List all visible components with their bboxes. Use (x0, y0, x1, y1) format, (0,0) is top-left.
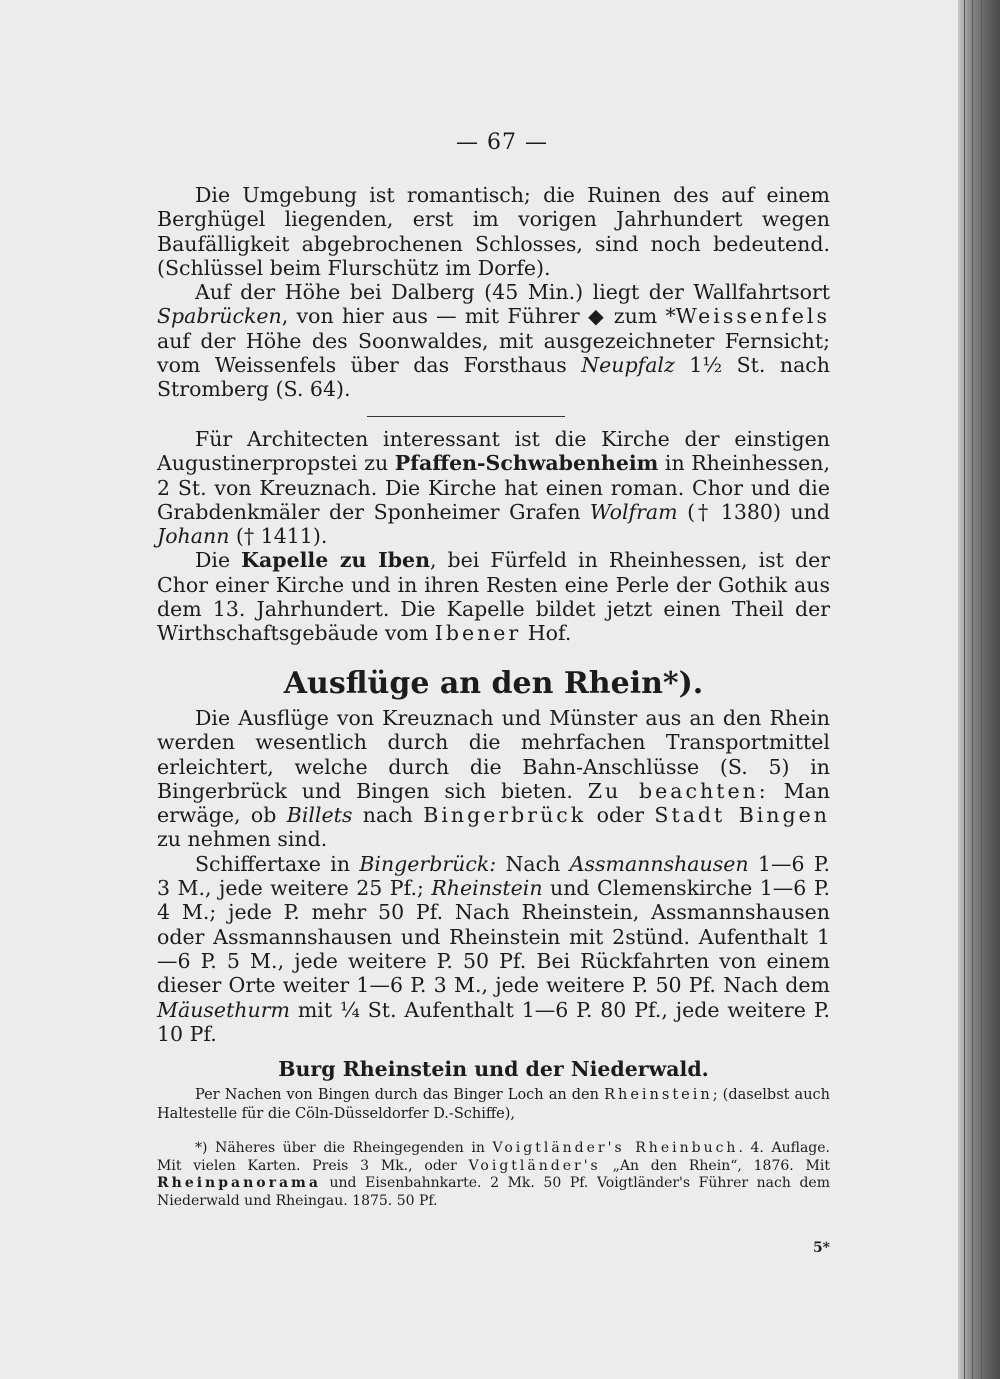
paragraph-7 (157, 1086, 830, 1123)
p5b: Zu beachten: (587, 778, 769, 803)
p5a: Die Ausflüge von Kreuznach und Münster aus an den Rhein werden wesentlich durch die mehrfachen Transportmittel erleichtert, welche durch die Bahn-Anschlüsse (S. 5) in Bingerbrück und Bingen sich bieten. (157, 706, 830, 803)
p3a: Für Architecten interessant ist die Kirche der einstigen Augustinerpropstei zu (157, 427, 830, 476)
fng: und Eisenbahnkarte. 2 Mk. 50 Pf. Voigtländer's Führer nach dem Niederwald und Rheingau. 1875. 50 Pf. (157, 1175, 830, 1209)
p7c: ; (daselbst auch Haltestelle für die Cöln-Düsseldorfer D.-Schiffe), (157, 1087, 830, 1122)
p6e: 1—6 P. 3 M., jede weitere 25 Pf.; (157, 851, 830, 901)
paragraph-1-text: Die Umgebung ist romantisch; die Ruinen des auf einem Berghügel liegenden, erst im vorigen Jahrhundert wegen Baufälligkeit abgebrochenen Schlosses, sind noch bedeutend. (Schlüssel beim Flurschütz im Dorfe). (157, 183, 830, 280)
p5h: Stadt Bingen (654, 803, 830, 828)
p2b: Spabrücken (157, 304, 282, 329)
fnd: Voigtländer's (468, 1157, 601, 1174)
p6c: Nach (496, 851, 570, 876)
p4e: Hof. (521, 621, 572, 646)
p6a: Schiffertaxe in (195, 851, 360, 876)
p2c: , von hier aus — mit Führer ◆ zum * (281, 304, 676, 329)
p3e: († 1380) und (677, 499, 830, 524)
p6f: Rheinstein (431, 876, 543, 901)
p3g: († 1411). (229, 524, 328, 549)
p7b: Rheinstein (604, 1087, 713, 1103)
p3b: Pfaffen-Schwabenheim (394, 451, 659, 476)
p5i: zu nehmen sind. (157, 827, 328, 852)
edge-line (972, 0, 973, 1379)
section-heading-rheinstein: Burg Rheinstein und der Niederwald. (278, 1057, 709, 1081)
edge-line (981, 0, 982, 1379)
p5f: Bingerbrück (423, 803, 587, 828)
p5c: Man erwäge, ob (157, 778, 830, 828)
paragraph-6 (157, 852, 830, 1046)
book-edge (958, 0, 1000, 1379)
paragraph-3 (157, 427, 830, 548)
paragraph-2 (157, 280, 830, 401)
fnf: Rheinpanorama (157, 1175, 321, 1192)
p5d: Billets (286, 803, 353, 828)
p5g: oder (586, 803, 655, 828)
fna: *) Näheres über die Rheingegenden in (195, 1140, 493, 1156)
p6g: und Clemenskirche 1—6 P. 4 M.; jede P. mehr 50 Pf. Nach Rheinstein, Assmannshausen oder Assmannshausen und Rheinstein mit 2stünd. Aufenthalt 1—6 P. 5 M., jede weitere P. 50 Pf. Bei Rückfahrten von einem dieser Orte weiter 1—6 P. 3 M., jede weitere P. 50 Pf. Nach dem (157, 876, 830, 998)
footnote-block (157, 1140, 830, 1210)
p3d: Wolfram (589, 499, 678, 524)
fnb: Voigtländer's Rheinbuch (492, 1140, 739, 1156)
paragraph-3-block (157, 427, 830, 646)
p6d: Assmannshausen (569, 851, 749, 876)
footnote (157, 1140, 830, 1210)
paragraph-4 (157, 548, 830, 645)
p3f: Johann (157, 524, 230, 549)
section-divider (367, 416, 565, 417)
p2f: Neupfalz (581, 353, 675, 378)
paragraph-1 (157, 183, 830, 402)
p7a: Per Nachen von Bingen durch das Binger Loch an den (195, 1087, 605, 1103)
paragraph-5 (157, 706, 830, 852)
p2g: 1½ St. nach Stromberg (S. 64). (157, 353, 830, 402)
p5e: nach (352, 803, 424, 828)
p4d: Ibener (434, 621, 522, 646)
paragraph-5-block (157, 706, 830, 1046)
page-number: — 67 — (456, 130, 548, 155)
p2e: auf der Höhe des Soonwaldes, mit ausgezeichneter Fernsicht; vom Weissenfels über das Forsthaus (157, 328, 830, 378)
p2a: Auf der Höhe bei Dalberg (45 Min.) liegt der Wallfahrtsort (195, 280, 830, 305)
p6i: mit ¼ St. Aufenthalt 1—6 P. 80 Pf., jede weitere P. 10 Pf. (157, 997, 830, 1046)
fne: „An den Rhein“, 1876. Mit (600, 1157, 830, 1174)
edge-line (964, 0, 965, 1379)
signature-mark: 5* (812, 1240, 830, 1256)
p3c: in Rheinhessen, 2 St. von Kreuznach. Die Kirche hat einen roman. Chor und die Grabdenkmäler der Sponheimer Grafen (157, 451, 830, 524)
fnc: . 4. Auflage. Mit vielen Karten. Preis 3 Mk., oder (157, 1140, 831, 1174)
p4b: Kapelle zu Iben (241, 548, 430, 573)
p4c: , bei Fürfeld in Rheinhessen, ist der Chor einer Kirche und in ihren Resten eine Perle der Gothik aus dem 13. Jahrhundert. Die Kapelle bildet jetzt einen Theil der Wirthschaftsgebäude vom (157, 548, 831, 646)
paragraph-7-block (157, 1086, 830, 1123)
p6b: Bingerbrück: (359, 851, 497, 876)
edge-line (991, 0, 992, 1379)
p6h: Mäusethurm (157, 997, 290, 1022)
p4a: Die (195, 548, 242, 573)
p2d: Weissenfels (675, 304, 830, 329)
section-heading-rhein: Ausflüge an den Rhein*). (283, 666, 704, 701)
